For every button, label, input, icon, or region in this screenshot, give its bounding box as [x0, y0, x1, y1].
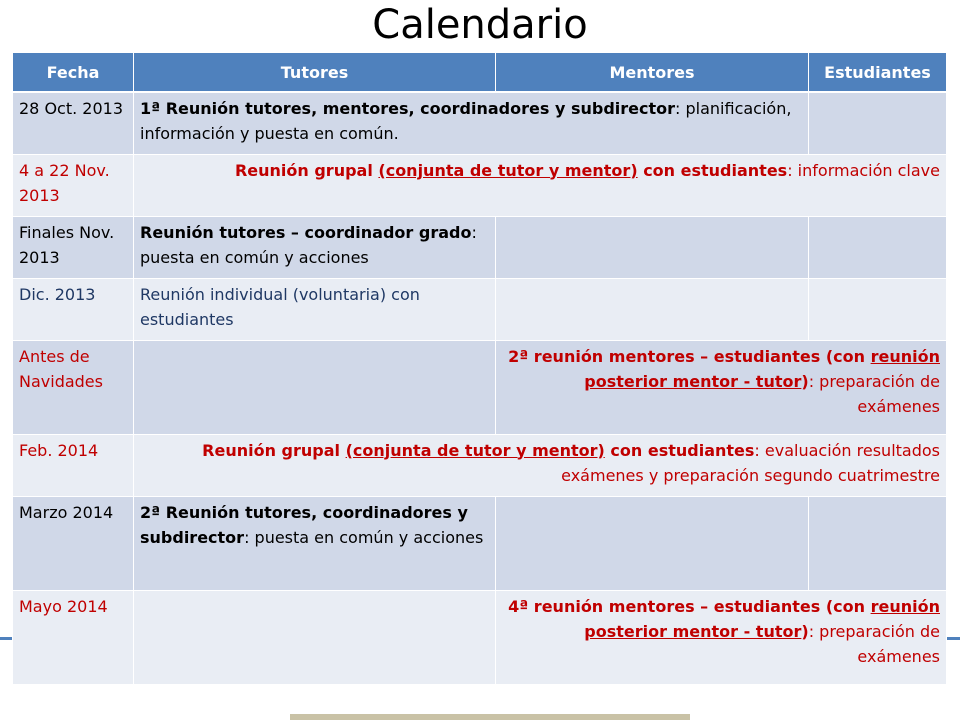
event-detail: : preparación de exámenes: [808, 621, 940, 666]
event-cell: [134, 154, 947, 216]
empty-cell: [134, 590, 496, 684]
date-cell: 4 a 22 Nov. 2013: [13, 154, 134, 216]
event-underlined: (conjunta de tutor y mentor): [345, 440, 605, 460]
table-header-row: [13, 53, 947, 93]
decorative-line-left: [0, 637, 12, 640]
table-row: [13, 434, 947, 496]
page-title: Calendario: [372, 2, 588, 48]
event-cell: [134, 216, 496, 278]
header-fecha: Fecha: [13, 53, 134, 93]
event-underlined: reunión posterior mentor - tutor: [584, 596, 940, 641]
event-cell: [134, 496, 496, 590]
event-cell: Reunión individual (voluntaria) con estudiantes: [134, 278, 496, 340]
event-cell: [496, 340, 947, 434]
header-tutores: Tutores: [134, 53, 496, 93]
calendar-table: [12, 52, 947, 685]
table-row: [13, 340, 947, 434]
event-title: 4ª reunión mentores – estudiantes (con: [508, 596, 871, 616]
event-title: Reunión grupal: [202, 440, 346, 460]
decorative-footer-bar: [290, 714, 690, 720]
empty-cell: [496, 496, 809, 590]
event-title: 2ª reunión mentores – estudiantes (con: [508, 346, 871, 366]
event-detail: : puesta en común y acciones: [140, 222, 477, 267]
event-detail: : evaluación resultados exámenes y preparación segundo cuatrimestre: [561, 440, 940, 485]
event-title-cont: con estudiantes: [604, 440, 755, 460]
event-title: Reunión tutores – coordinador grado: [140, 222, 472, 242]
empty-cell: [134, 340, 496, 434]
event-cell: [134, 92, 809, 154]
empty-cell: [809, 278, 947, 340]
empty-cell: [496, 216, 809, 278]
empty-cell: [809, 216, 947, 278]
empty-cell: [809, 92, 947, 154]
date-cell: 28 Oct. 2013: [13, 92, 134, 154]
table-row: [13, 154, 947, 216]
event-underlined: (conjunta de tutor y mentor): [378, 160, 638, 180]
date-cell: Mayo 2014: [13, 590, 134, 684]
table-row: [13, 92, 947, 154]
event-title: 2ª Reunión tutores, coordinadores y subdirector: [140, 502, 468, 547]
date-cell: Dic. 2013: [13, 278, 134, 340]
event-cell: [496, 590, 947, 684]
event-detail: : información clave: [787, 160, 940, 180]
event-title: 1ª Reunión tutores, mentores, coordinadores y subdirector: [140, 99, 676, 118]
event-title-cont: ): [801, 371, 809, 391]
event-underlined: reunión posterior mentor - tutor: [584, 346, 940, 391]
event-detail: : planificación, información y puesta en común.: [140, 99, 792, 143]
event-title-cont: ): [801, 621, 809, 641]
table-row: [13, 278, 947, 340]
date-cell: Marzo 2014: [13, 496, 134, 590]
header-mentores: Mentores: [496, 53, 809, 93]
date-cell: Feb. 2014: [13, 434, 134, 496]
event-title-cont: con estudiantes: [637, 160, 788, 180]
table-row: [13, 496, 947, 590]
empty-cell: [809, 496, 947, 590]
header-estudiantes: Estudiantes: [809, 53, 947, 93]
event-title: Reunión grupal: [234, 160, 379, 180]
event-cell: [134, 434, 947, 496]
table-row: [13, 590, 947, 684]
date-cell: Antes de Navidades: [13, 340, 134, 434]
event-detail: : preparación de exámenes: [808, 371, 940, 416]
event-detail: : puesta en común y acciones: [244, 527, 484, 547]
table-row: [13, 216, 947, 278]
date-cell: Finales Nov. 2013: [13, 216, 134, 278]
decorative-line-right: [946, 637, 960, 640]
empty-cell: [496, 278, 809, 340]
